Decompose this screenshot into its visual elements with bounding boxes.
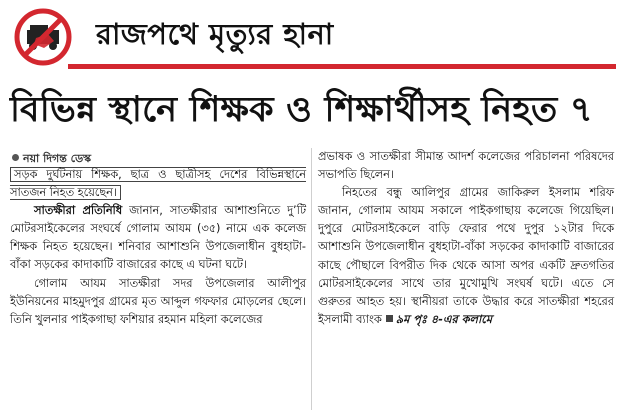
continuation-link[interactable] [382,313,492,326]
paragraph [10,166,306,202]
lead-sentence: সড়ক দুর্ঘটনায় শিক্ষক, ছাত্র ও ছাত্রীসহ দেশের বিভিন্নস্থানে সাতজন নিহত হয়েছেন। [10,168,306,200]
right-column [318,148,614,329]
paragraph: প্রভাষক ও সাতক্ষীরা সীমান্ত আদর্শ কলেজের পরিচালনা পরিষদের সভাপতি ছিলেন। [318,150,614,182]
paragraph: গোলাম আযম সাতক্ষীরা সদর উপজেলার আলীপুর ইউনিয়নের মাহমুদপুর গ্রামের মৃত আব্দুল গফফার মোড়লের ছেলে। তিনি খুলনার পাইকগাছা ফশিয়ার রহমান মহিলা কলেজের [10,276,306,326]
banner-rule [68,64,616,69]
paragraph-text: নিহতের বন্ধু আলিপুর গ্রামের জাকিরুল ইসলাম শরিফ জানান, গোলাম আযম সকালে পাইকগাছায় কলেজে গিয়েছিল। দুপুরে মোটরসাইকেলে বাড়ি ফেরার পথে দুপুর ১২টার দিকে আশাশুনি উপজেলাধীন বুধহাটা-বাঁকা সড়কের কাদাকাটি বাজারের কাছে পৌছালে বিপরীত দিক থেকে আসা অপর একটি দ্রুতগতির মোটরসাইকেলের সাথে তার মুখোমুখি সংঘর্ষ ঘটে। এতে সে গুরুতর আহত হয়। স্থানীয়রা তাকে উদ্ধার করে সাতক্ষীরা শহরের ইসলামী ব্যাংক [318,186,614,326]
square-bullet-icon [386,315,393,322]
bullet-icon [12,154,19,161]
byline [12,150,91,164]
section-banner [8,6,614,72]
left-column [10,166,306,329]
section-title: রাজপথে মৃত্যুর হানা [96,17,334,51]
road-accident-logo-icon [14,8,72,66]
paragraph [318,184,614,329]
column-divider [311,148,312,410]
paragraph-text: জানান, সাতক্ষীরার আশাশুনিতে দু’টি মোটরসাইকেলের সংঘর্ষে গোলাম আযম (৩৫) নামে এক কলেজ শিক্ষক নিহত হয়েছেন। শনিবার আশাশুনি উপজেলাধীন বুধহাটা-বাঁকা সড়কের কাদাকাটি বাজারের কাছে এ ঘটনা ঘটে। [10,204,307,272]
dateline: সাতক্ষীরা প্রতিনিধি [34,204,123,218]
continuation-text: ৯ম পৃঃ ৪-এর কলামে [395,312,493,326]
headline: বিভিন্ন স্থানে শিক্ষক ও শিক্ষার্থীসহ নিহত ৭ [10,90,593,130]
byline-text: নয়া দিগন্ত ডেস্ক [23,152,92,165]
paragraph [10,202,306,274]
